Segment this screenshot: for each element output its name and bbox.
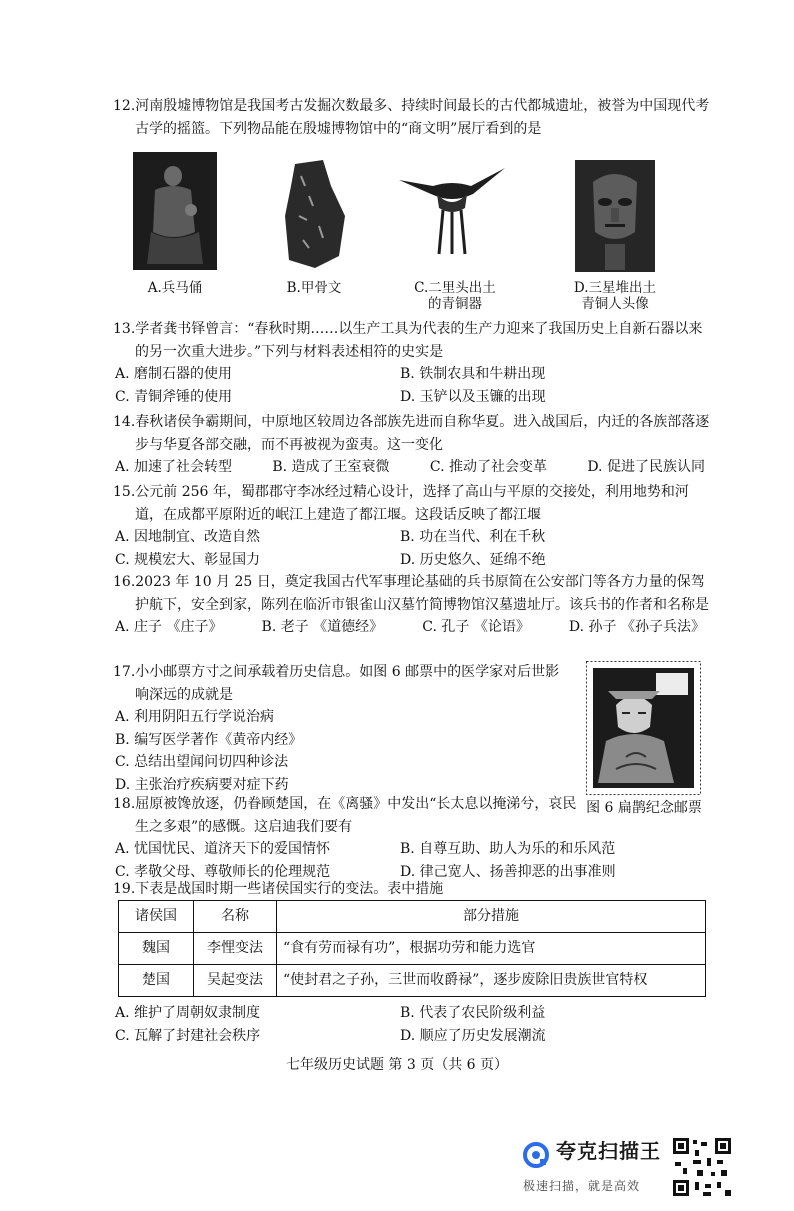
option-a[interactable]: A. 利用阴阳五行学说治病 (115, 709, 275, 725)
option-d[interactable]: D. 律己宽人、扬善抑恶的出事准则 (400, 863, 616, 880)
question-19 (113, 878, 713, 901)
option-c[interactable]: C. 孝敬父母、尊敬师长的伦理规范 (115, 863, 331, 880)
option-b[interactable]: B. 代表了农民阶级利益 (400, 1005, 546, 1021)
question-18-options (113, 838, 713, 883)
option-a[interactable]: A. 因地制宜、改造自然 (115, 529, 261, 545)
question-19-options (113, 1002, 713, 1047)
terracotta-warrior-photo (133, 152, 217, 270)
bianque-stamp-image (586, 661, 701, 795)
option-b[interactable]: B. 老子 《道德经》 (261, 619, 384, 635)
option-c[interactable]: C. 孔子 《论语》 (422, 619, 530, 635)
option-d[interactable]: D. 促进了民族认同 (587, 459, 705, 475)
option-d[interactable]: D. 主张治疗疾病要对症下药 (115, 776, 289, 793)
option-d-caption[interactable] (560, 280, 670, 312)
bronze-jue-photo (397, 160, 507, 256)
option-a[interactable]: A. 忧国忧民、道济天下的爱国情怀 (115, 841, 331, 857)
question-12-text: 12.河南殷墟博物馆是我国考古发掘次数最多、持续时间最长的古代都城遗址，被誉为中国现代考古学的摇篮。下列物品能在殷墟博物馆中的“商文明”展厅看到的是 (113, 98, 710, 137)
option-c[interactable]: C. 规模宏大、彰显国力 (115, 551, 261, 568)
question-15 (113, 481, 713, 571)
table-cell: 吴起变法 (194, 965, 277, 997)
option-b-caption[interactable]: B.甲骨文 (286, 280, 342, 296)
option-c-line1: C.二里头出土 (414, 280, 496, 296)
question-15-options (113, 526, 713, 571)
option-d[interactable]: D. 历史悠久、延绵不绝 (400, 551, 546, 568)
question-13-text: 13.学者龚书铎曾言：“春秋时期……以生产工具为代表的生产力迎来了我国历史上自新石器以来的另一次重大进步。”下列与材料表述相符的史实是 (113, 321, 703, 360)
page-footer: 七年级历史试题 第 3 页（共 6 页） (285, 1057, 509, 1073)
option-d[interactable]: D. 玉铲以及玉镰的出现 (400, 388, 546, 405)
option-c[interactable]: C. 推动了社会变革 (429, 459, 547, 475)
question-13-options (113, 363, 713, 408)
option-c-line2: 的青铜器 (428, 296, 482, 312)
question-15-text: 15.公元前 256 年，蜀郡郡守李冰经过精心设计，选择了高山与平原的交接处，利用地势和河道，在成都平原附近的岷江上建造了都江堰。这段话反映了都江堰 (113, 484, 689, 523)
question-16-text: 16.2023 年 10 月 25 日，奠定我国古代军事理论基础的兵书原简在公安部门等各方力量的保驾护航下，安全到家，陈列在临沂市银雀山汉墓竹简博物馆汉墓遗址厅。该兵书的作者和名称是 (113, 574, 709, 613)
reform-table (118, 900, 706, 997)
option-a[interactable]: A. 磨制石器的使用 (115, 366, 233, 382)
table-cell: 魏国 (119, 933, 194, 965)
scanner-slogan: 极速扫描，就是高效 (523, 1179, 641, 1193)
oracle-bone-photo (275, 156, 355, 272)
table-header-row (119, 901, 706, 933)
question-14 (113, 411, 713, 479)
table-cell: 楚国 (119, 965, 194, 997)
option-c[interactable]: C. 瓦解了封建社会秩序 (115, 1027, 261, 1044)
question-17-options (113, 706, 563, 796)
question-13 (113, 318, 713, 408)
table-cell: 李悝变法 (194, 933, 277, 965)
option-d-line2: 青铜人头像 (581, 296, 649, 312)
table-cell: “使封君之子孙，三世而收爵禄”，逐步废除旧贵族世官特权 (277, 965, 706, 997)
table-header: 诸侯国 (119, 901, 194, 933)
table-header: 部分措施 (277, 901, 706, 933)
option-a-caption[interactable]: A.兵马俑 (147, 280, 203, 296)
option-d[interactable]: D. 孙子 《孙子兵法》 (568, 619, 705, 635)
question-17 (113, 661, 563, 796)
option-b[interactable]: B. 铁制农具和牛耕出现 (400, 366, 546, 382)
question-16-options (113, 616, 705, 639)
qr-code (671, 1136, 733, 1198)
table-cell: “食有劳而禄有功”，根据功劳和能力选官 (277, 933, 706, 965)
table-row (119, 933, 706, 965)
option-c-caption[interactable] (400, 280, 510, 312)
question-14-text: 14.春秋诸侯争霸期间，中原地区较周边各部族先进而自称华夏。进入战国后，内迁的各族部落逐步与华夏各部交融，而不再被视为蛮夷。这一变化 (113, 414, 710, 453)
option-b[interactable]: B. 功在当代、利在千秋 (400, 529, 546, 545)
table-row (119, 965, 706, 997)
option-a[interactable]: A. 加速了社会转型 (115, 459, 233, 475)
option-c[interactable]: C. 青铜斧锤的使用 (115, 388, 233, 405)
scanner-brand-name: 夸克扫描王 (556, 1139, 661, 1163)
option-b[interactable]: B. 自尊互助、助人为乐的和乐风范 (400, 841, 616, 857)
option-a[interactable]: A. 庄子 《庄子》 (115, 619, 223, 635)
option-d-line1: D.三星堆出土 (573, 280, 657, 296)
question-16 (113, 571, 713, 639)
question-12 (113, 95, 713, 140)
option-a[interactable]: A. 维护了周朝奴隶制度 (115, 1005, 261, 1021)
table-header: 名称 (194, 901, 277, 933)
option-b[interactable]: B. 造成了王室衰微 (272, 459, 390, 475)
option-d[interactable]: D. 顺应了历史发展潮流 (400, 1027, 546, 1044)
quark-logo-icon (523, 1142, 549, 1168)
question-18-text: 18.屈原被馋放逐，仍眷顾楚国，在《离骚》中发出“长太息以掩涕兮，哀民生之多艰”的感慨。这启迪我们要有 (113, 796, 577, 835)
question-19-text: 19.下表是战国时期一些诸侯国实行的变法。表中措施 (113, 881, 444, 897)
question-14-options (113, 456, 705, 479)
option-c[interactable]: C. 总结出望闻问切四种诊法 (115, 754, 289, 770)
question-17-text: 17.小小邮票方寸之间承载着历史信息。如图 6 邮票中的医学家对后世影响深远的成就是 (113, 664, 560, 703)
question-18 (113, 793, 583, 838)
option-b[interactable]: B. 编写医学著作《黄帝内经》 (115, 731, 303, 748)
bronze-head-photo (575, 160, 655, 272)
figure-6-caption: 图 6 扁鹊纪念邮票 (586, 800, 702, 816)
